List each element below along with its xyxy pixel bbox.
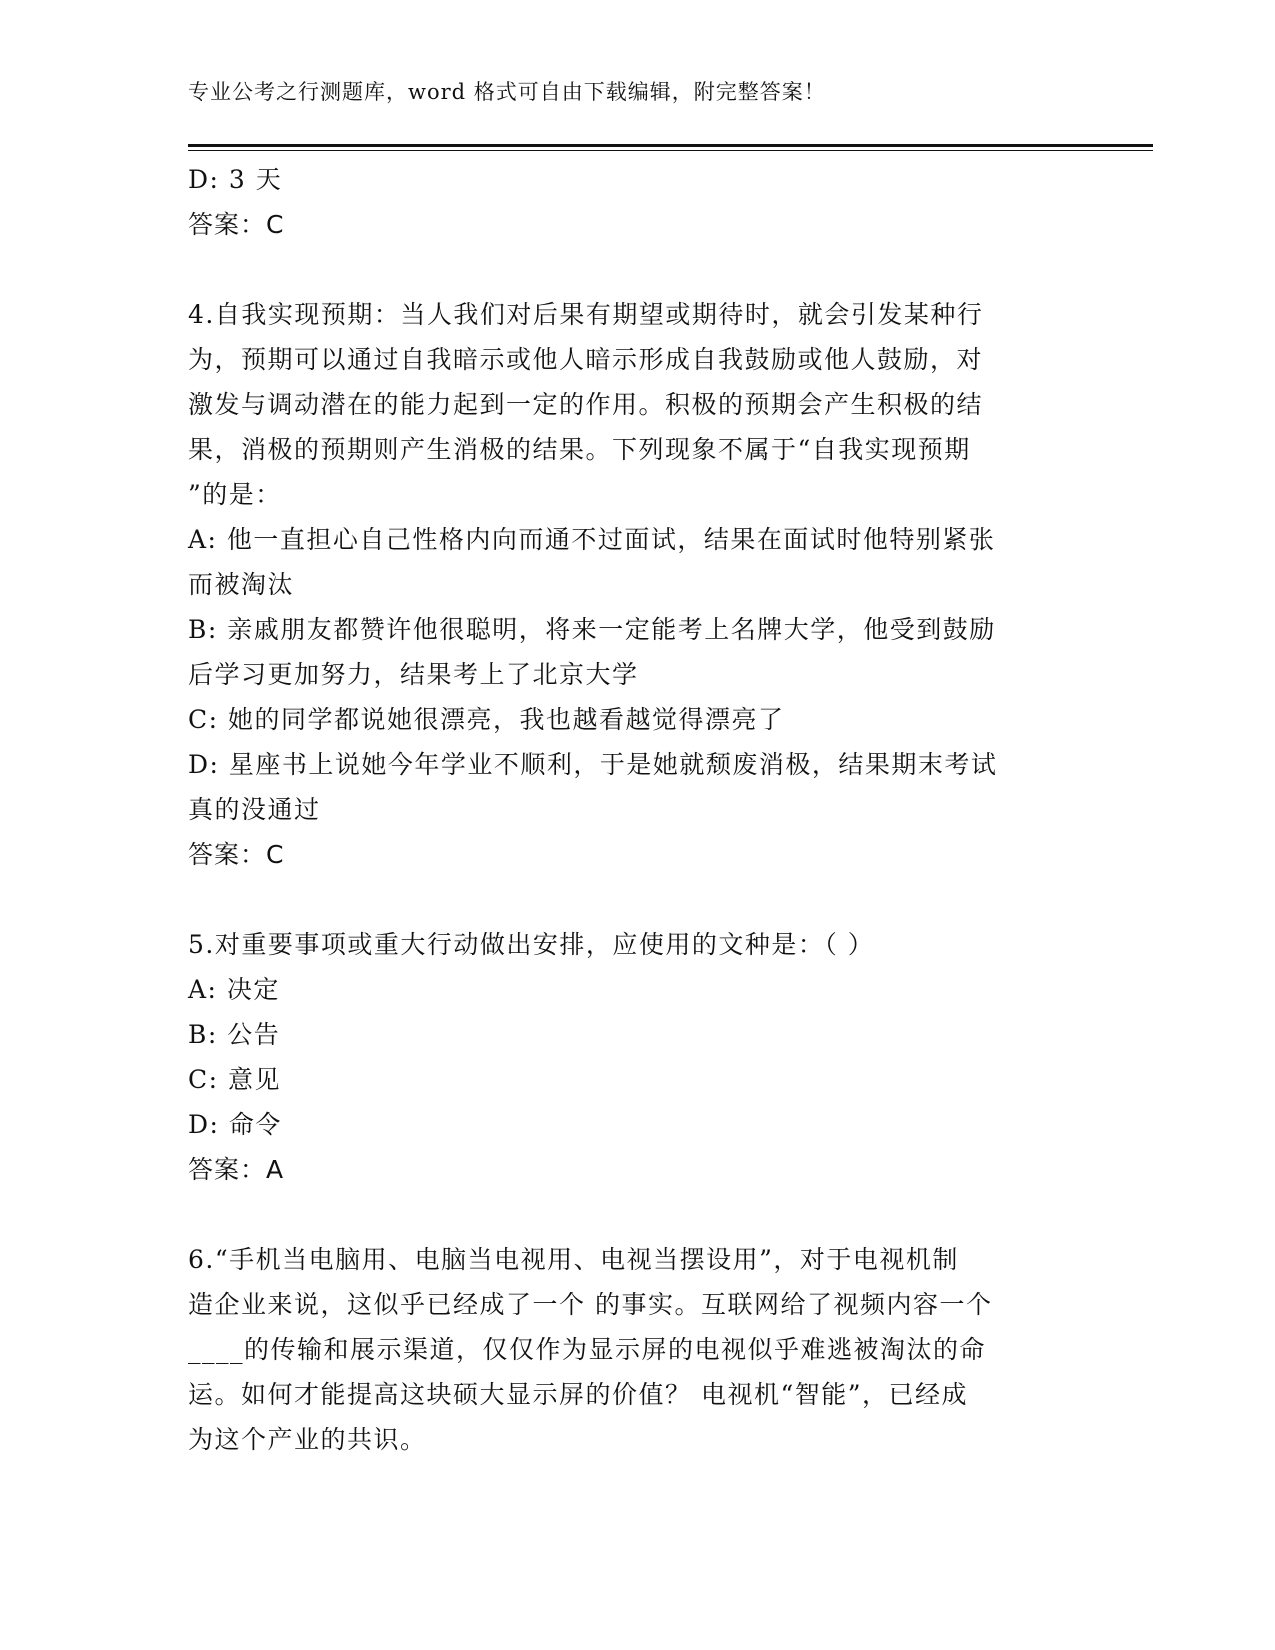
q5-option-a: A: 决定 [188,975,280,1004]
q4-option-b: B: 亲戚朋友都赞许他很聪明，将来一定能考上名牌大学，他受到鼓励 [188,615,996,644]
q6-stem-line: 造企业来说，这似乎已经成了一个 的事实。互联网给了视频内容一个 [188,1290,993,1319]
q5-option-b: B: 公告 [188,1020,281,1049]
q6-stem-line: 运。如何才能提高这块硕大显示屏的价值？ 电视机“智能”，已经成 [188,1380,969,1409]
q4-option-d: D: 星座书上说她今年学业不顺利，于是她就颓废消极，结果期末考试 [188,750,998,779]
spacer [188,247,1078,292]
q5-stem: 5.对重要事项或重大行动做出安排，应使用的文种是：（ ） [188,930,875,959]
q4-stem-line: 果，消极的预期则产生消极的结果。下列现象不属于“自我实现预期 [188,435,971,464]
q4-option-a: A: 他一直担心自己性格内向而通不过面试，结果在面试时他特别紧张 [188,525,996,554]
question-6 [188,1237,1078,1462]
q4-stem-line: 4.自我实现预期：当人我们对后果有期望或期待时，就会引发某种行 [188,300,984,329]
q3-answer: 答案：C [188,210,285,239]
header-rule-thick [188,144,1153,147]
q6-stem-line: 为这个产业的共识。 [188,1425,427,1454]
q4-option-b-cont: 后学习更加努力，结果考上了北京大学 [188,660,639,689]
spacer [188,877,1078,922]
question-content [188,157,1078,1462]
spacer [188,1192,1078,1237]
q3-option-d: D: 3 天 [188,165,283,194]
q5-option-c: C: 意见 [188,1065,281,1094]
q5-option-d: D: 命令 [188,1110,282,1139]
q5-answer: 答案：A [188,1155,285,1184]
q4-option-c: C: 她的同学都说她很漂亮，我也越看越觉得漂亮了 [188,705,785,734]
q4-stem-line: 激发与调动潜在的能力起到一定的作用。积极的预期会产生积极的结 [188,390,984,419]
q4-option-a-cont: 而被淘汰 [188,570,295,599]
q6-stem-line: 6.“手机当电脑用、电脑当电视用、电视当摆设用”，对于电视机制 [188,1245,959,1274]
q6-stem-line: ____的传输和展示渠道，仅仅作为显示屏的电视似乎难逃被淘汰的命 [188,1335,987,1364]
q4-stem-line: 为，预期可以通过自我暗示或他人暗示形成自我鼓励或他人鼓励，对 [188,345,984,374]
header-rule-thin [188,150,1153,151]
q4-answer: 答案：C [188,840,285,869]
question-5 [188,922,1078,1192]
q4-stem-line: ”的是： [188,480,282,509]
q4-option-d-cont: 真的没通过 [188,795,321,824]
question-4 [188,292,1078,877]
page-header: 专业公考之行测题库，word 格式可自由下载编辑，附完整答案！ [188,80,826,104]
